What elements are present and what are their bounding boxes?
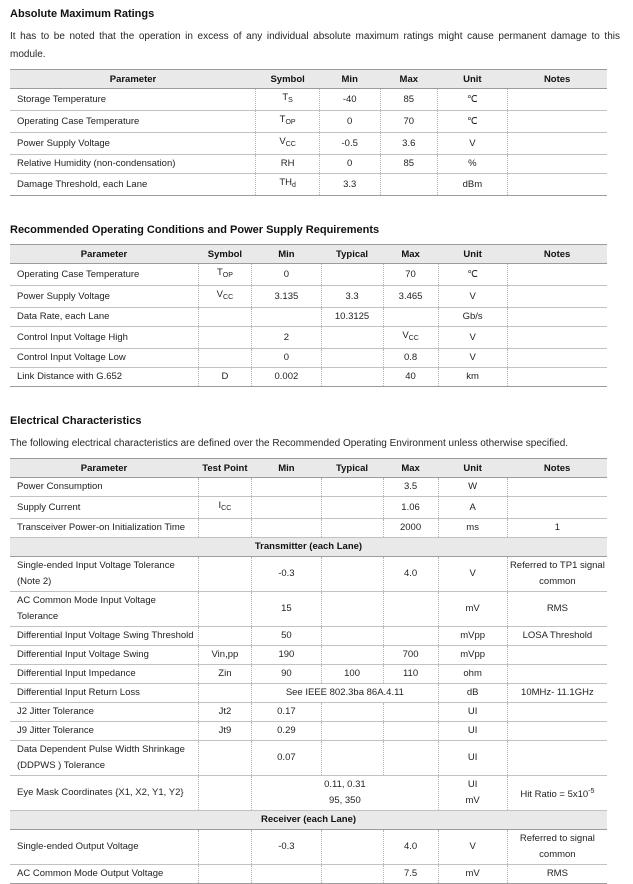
parameter-cell: Data Rate, each Lane [10,308,198,327]
value-cell: UI mV [438,776,507,811]
value-cell [507,327,607,349]
value-cell [198,830,252,865]
parameter-cell: Differential Input Return Loss [10,684,198,703]
value-cell [507,133,607,155]
table-row [10,368,607,387]
value-cell: -40 [319,89,380,111]
value-cell [256,174,319,196]
sub-text: CC [223,294,234,301]
value-cell [198,592,252,627]
value-cell: 40 [383,368,438,387]
value-cell: 0.17 [252,703,321,722]
value-cell: 7.5 [383,865,438,884]
value-cell: Jt9 [198,722,252,741]
table-row [10,684,607,703]
column-header-min: Min [252,459,321,478]
text-run: V [216,289,224,300]
text-run: I [218,500,222,511]
value-cell: 1.06 [383,497,438,519]
value-cell: 0.11, 0.31 95, 350 [252,776,438,811]
table-row [10,557,607,592]
column-header-notes: Notes [507,459,607,478]
value-cell: V [438,327,507,349]
value-cell [507,776,607,811]
column-header-min: Min [319,70,380,89]
value-cell [198,478,252,497]
column-header-max: Max [383,459,438,478]
value-cell [321,497,383,519]
value-cell [198,519,252,538]
text-run: V [279,136,286,147]
table-row [10,830,607,865]
value-cell [507,349,607,368]
value-cell: 10MHz- 11.1GHz [507,684,607,703]
value-cell [383,592,438,627]
parameter-cell: Eye Mask Coordinates {X1, X2, Y1, Y2} [10,776,198,811]
text-run: T [279,114,286,125]
column-header-notes: Notes [507,70,607,89]
value-cell [198,286,252,308]
value-cell [507,665,607,684]
value-cell [507,478,607,497]
value-cell [198,684,252,703]
value-cell [321,519,383,538]
value-cell: 1 [507,519,607,538]
column-header-parameter: Parameter [10,245,198,264]
parameter-cell: Link Distance with G.652 [10,368,198,387]
value-cell: ohm [438,665,507,684]
value-cell: km [438,368,507,387]
value-cell [321,865,383,884]
value-cell: 0.002 [252,368,321,387]
table-row [10,478,607,497]
column-header-max: Max [380,70,437,89]
value-cell: 0.8 [383,349,438,368]
header-row [10,245,607,264]
sub-text: OP [285,119,296,126]
value-cell: 3.6 [380,133,437,155]
value-cell: 3.465 [383,286,438,308]
value-cell [198,327,252,349]
value-cell: -0.5 [319,133,380,155]
value-cell [198,627,252,646]
value-cell [321,741,383,776]
value-cell: D [198,368,252,387]
value-cell: A [438,497,507,519]
value-cell: 10.3125 [321,308,383,327]
parameter-cell: Relative Humidity (non-condensation) [10,155,256,174]
table-row [10,741,607,776]
sub-text: CC [408,335,419,342]
value-cell: -0.3 [252,830,321,865]
parameter-cell: Operating Case Temperature [10,264,198,286]
value-cell [507,722,607,741]
table-row [10,89,607,111]
value-cell: UI [438,741,507,776]
table-row [10,865,607,884]
value-cell: Referred to TP1 signal common [507,557,607,592]
text-run: T [216,267,223,278]
value-cell [507,155,607,174]
value-cell [380,174,437,196]
column-header-typical: Typical [321,245,383,264]
value-cell [507,368,607,387]
section-row-label: Transmitter (each Lane) [10,538,607,557]
value-cell: V [438,830,507,865]
value-cell [507,497,607,519]
section-heading: Electrical Characteristics [10,415,142,427]
parameter-cell: Supply Current [10,497,198,519]
value-cell [256,111,319,133]
table-absolute-maximum-ratings [10,69,607,196]
table-row [10,155,607,174]
value-cell: 3.3 [319,174,380,196]
value-cell [252,478,321,497]
value-cell: mVpp [438,627,507,646]
column-header-symbol: Symbol [256,70,319,89]
parameter-cell: Damage Threshold, each Lane [10,174,256,196]
value-cell [252,497,321,519]
parameter-cell: Power Supply Voltage [10,286,198,308]
column-header-max: Max [383,245,438,264]
value-cell: 4.0 [383,557,438,592]
value-cell: V [438,286,507,308]
table-row [10,627,607,646]
parameter-cell: J2 Jitter Tolerance [10,703,198,722]
section-heading: Absolute Maximum Ratings [10,8,155,20]
value-cell: 700 [383,646,438,665]
parameter-cell: Differential Input Voltage Swing Threshold [10,627,198,646]
value-cell: ms [438,519,507,538]
value-cell [256,89,319,111]
value-cell: 100 [321,665,383,684]
value-cell: Vin,pp [198,646,252,665]
value-cell [383,627,438,646]
table-row [10,519,607,538]
table-row [10,703,607,722]
value-cell: V [438,349,507,368]
value-cell [321,627,383,646]
value-cell: 3.3 [321,286,383,308]
value-cell: 90 [252,665,321,684]
section-electrical-characteristics [10,415,620,884]
value-cell: UI [438,722,507,741]
value-cell: mVpp [438,646,507,665]
value-cell: Gb/s [438,308,507,327]
value-cell: 0 [252,264,321,286]
value-cell: Jt2 [198,703,252,722]
value-cell: 110 [383,665,438,684]
column-header-parameter: Parameter [10,70,256,89]
value-cell: 4.0 [383,830,438,865]
value-cell: 50 [252,627,321,646]
text-run: V [402,330,409,341]
header-row [10,459,607,478]
table-row [10,264,607,286]
value-cell [252,308,321,327]
value-cell [321,327,383,349]
value-cell: 70 [383,264,438,286]
parameter-cell: Control Input Voltage Low [10,349,198,368]
sub-text: CC [221,505,232,512]
column-header-symbol: Symbol [198,245,252,264]
value-cell: RH [256,155,319,174]
parameter-cell: Transceiver Power-on Initialization Time [10,519,198,538]
value-cell: ℃ [437,89,507,111]
value-cell: UI [438,703,507,722]
column-header-min: Min [252,245,321,264]
parameter-cell: Power Supply Voltage [10,133,256,155]
parameter-cell: AC Common Mode Input Voltage Tolerance [10,592,198,627]
value-cell [321,557,383,592]
value-cell [321,264,383,286]
value-cell: RMS [507,592,607,627]
table-electrical-characteristics [10,458,607,884]
value-cell: 70 [380,111,437,133]
value-cell [252,519,321,538]
column-header-parameter: Parameter [10,459,198,478]
value-cell: 85 [380,89,437,111]
value-cell [198,264,252,286]
value-cell: 3.5 [383,478,438,497]
value-cell [507,703,607,722]
value-cell [321,830,383,865]
value-cell [507,111,607,133]
section-row [10,538,607,557]
value-cell [198,776,252,811]
sub-text: CC [285,141,296,148]
value-cell: -0.3 [252,557,321,592]
value-cell [198,741,252,776]
sup-text: -5 [588,787,595,795]
parameter-cell: Single-ended Output Voltage [10,830,198,865]
value-cell [321,368,383,387]
value-cell [198,865,252,884]
table-row [10,327,607,349]
value-cell: V [437,133,507,155]
value-cell: 0.29 [252,722,321,741]
value-cell: ℃ [437,111,507,133]
table-row [10,174,607,196]
value-cell: 190 [252,646,321,665]
value-cell [383,308,438,327]
value-cell: 15 [252,592,321,627]
column-header-unit: Unit [437,70,507,89]
value-cell [198,497,252,519]
section-paragraph: It has to be noted that the operation in excess of any individual absolute maximum ratings might cause permanent damage to this module. [10,31,620,60]
text-run: Hit Ratio = 5x10 [520,788,589,800]
table-row [10,776,607,811]
value-cell [321,592,383,627]
value-cell [507,308,607,327]
section-row [10,811,607,830]
column-header-notes: Notes [507,245,607,264]
table-row [10,722,607,741]
section-recommended-operating-conditions [10,224,620,387]
table-row [10,592,607,627]
value-cell [507,264,607,286]
value-cell: ℃ [438,264,507,286]
table-recommended-operating-conditions [10,244,607,387]
value-cell: 2 [252,327,321,349]
value-cell: Referred to signal common [507,830,607,865]
parameter-cell: Data Dependent Pulse Width Shrinkage (DDPWS ) Tolerance [10,741,198,776]
parameter-cell: Control Input Voltage High [10,327,198,349]
value-cell [507,174,607,196]
column-header-unit: Unit [438,459,507,478]
value-cell: mV [438,592,507,627]
table-row [10,308,607,327]
table-row [10,349,607,368]
value-cell: dBm [437,174,507,196]
table-row [10,646,607,665]
value-cell: 85 [380,155,437,174]
table-row [10,286,607,308]
text-run: TH [279,177,292,188]
value-cell: 0.07 [252,741,321,776]
value-cell: V [438,557,507,592]
value-cell: See IEEE 802.3ba 86A.4.11 [252,684,438,703]
value-cell: 0 [319,111,380,133]
value-cell [321,646,383,665]
value-cell [321,722,383,741]
column-header-test-point: Test Point [198,459,252,478]
sub-text: S [288,97,293,104]
value-cell [383,722,438,741]
value-cell: dB [438,684,507,703]
parameter-cell: Single-ended Input Voltage Tolerance (Note 2) [10,557,198,592]
section-heading: Recommended Operating Conditions and Power Supply Requirements [10,224,380,236]
text-run: T [282,92,289,103]
value-cell [198,308,252,327]
value-cell [383,703,438,722]
value-cell: Zin [198,665,252,684]
value-cell [321,478,383,497]
value-cell: % [437,155,507,174]
value-cell: mV [438,865,507,884]
table-row [10,111,607,133]
parameter-cell: Differential Input Impedance [10,665,198,684]
parameter-cell: Operating Case Temperature [10,111,256,133]
table-row [10,133,607,155]
header-row [10,70,607,89]
table-row [10,665,607,684]
parameter-cell: J9 Jitter Tolerance [10,722,198,741]
value-cell [198,557,252,592]
value-cell [321,703,383,722]
value-cell [507,89,607,111]
parameter-cell: AC Common Mode Output Voltage [10,865,198,884]
value-cell: 3.135 [252,286,321,308]
sub-text: OP [222,272,233,279]
value-cell: W [438,478,507,497]
value-cell [383,327,438,349]
value-cell [507,646,607,665]
value-cell: LOSA Threshold [507,627,607,646]
sub-text: d [291,182,296,189]
value-cell: 0 [319,155,380,174]
column-header-typical: Typical [321,459,383,478]
value-cell [321,349,383,368]
section-row-label: Receiver (each Lane) [10,811,607,830]
section-absolute-maximum-ratings [10,8,620,196]
value-cell [507,286,607,308]
section-paragraph: The following electrical characteristics are defined over the Recommended Operating Environment unless otherwise specified. [10,438,569,449]
value-cell [507,741,607,776]
value-cell: 0 [252,349,321,368]
value-cell [383,741,438,776]
value-cell: 2000 [383,519,438,538]
value-cell [252,865,321,884]
parameter-cell: Differential Input Voltage Swing [10,646,198,665]
value-cell [198,349,252,368]
value-cell [256,133,319,155]
parameter-cell: Storage Temperature [10,89,256,111]
column-header-unit: Unit [438,245,507,264]
table-row [10,497,607,519]
parameter-cell: Power Consumption [10,478,198,497]
value-cell: RMS [507,865,607,884]
